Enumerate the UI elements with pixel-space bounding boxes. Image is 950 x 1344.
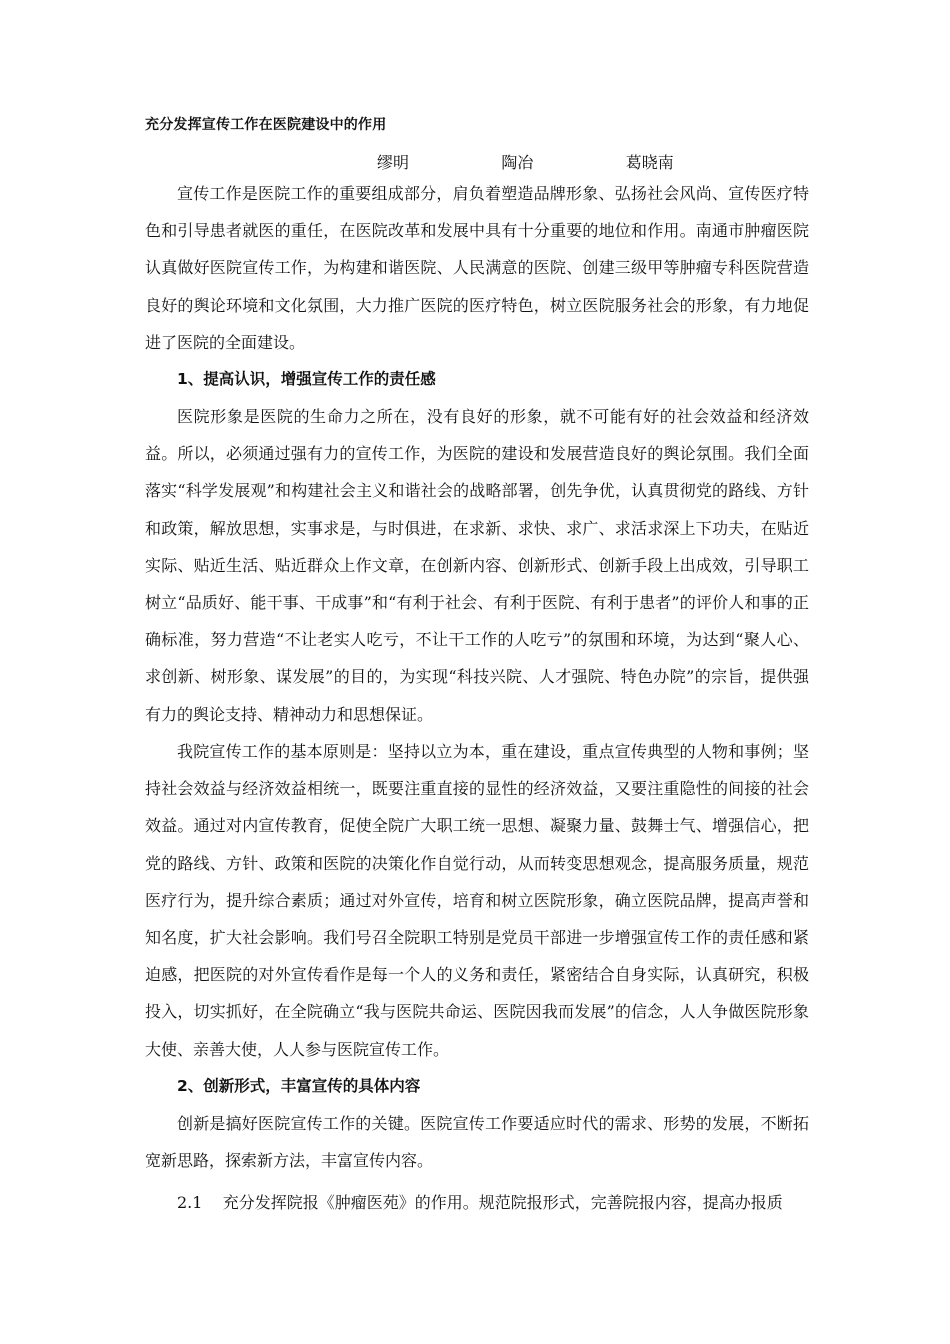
section-1-paragraph-1: [145, 398, 809, 733]
paragraph: 医院形象是医院的生命力之所在，没有良好的形象，就不可能有好的社会效益和经济效益。所以，必须通过强有力的宣传工作，为医院的建设和发展营造良好的舆论氛围。我们全面落实“科学发展观”和构建社会主义和谐社会的战略部署，创先争优，认真贯彻党的路线、方针和政策，解放思想，实事求是，与时俱进，在求新、求快、求广、求活求深上下功夫，在贴近实际、贴近生活、贴近群众上作文章，在创新内容、创新形式、创新手段上出成效，引导职工树立“品质好、能干事、干成事”和“有利于社会、有利于医院、有利于患者”的评价人和事的正确标准，努力营造“不让老实人吃亏，不让干工作的人吃亏”的氛围和环境，为达到“聚人心、求创新、树形象、谋发展”的目的，为实现“科技兴院、人才强院、特色办院”的宗旨，提供强有力的舆论支持、精神动力和思想保证。: [145, 407, 809, 724]
section-2-paragraph-1: [145, 1105, 809, 1179]
document-authors: 缪明 陶冶 葛晓南: [377, 153, 674, 172]
paragraph: 宣传工作是医院工作的重要组成部分，肩负着塑造品牌形象、弘扬社会风尚、宣传医疗特色和引导患者就医的重任，在医院改革和发展中具有十分重要的地位和作用。南通市肿瘤医院认真做好医院宣传工作，为构建和谐医院、人民满意的医院、创建三级甲等肿瘤专科医院营造良好的舆论环境和文化氛围，大力推广医院的医疗特色，树立医院服务社会的形象，有力地促进了医院的全面建设。: [145, 184, 809, 352]
paragraph: 2.1 充分发挥院报《肿瘤医苑》的作用。规范院报形式，完善院报内容，提高办报质: [177, 1193, 783, 1212]
paragraph: 我院宣传工作的基本原则是：坚持以立为本，重在建设，重点宣传典型的人物和事例；坚持社会效益与经济效益相统一，既要注重直接的显性的经济效益，又要注重隐性的间接的社会效益。通过对内宣传教育，促使全院广大职工统一思想、凝聚力量、鼓舞士气、增强信心，把党的路线、方针、政策和医院的决策化作自觉行动，从而转变思想观念，提高服务质量，规范医疗行为，提升综合素质；通过对外宣传，培育和树立医院形象，确立医院品牌，提高声誉和知名度，扩大社会影响。我们号召全院职工特别是党员干部进一步增强宣传工作的责任感和紧迫感，把医院的对外宣传看作是每一个人的义务和责任，紧密结合自身实际，认真研究，积极投入，切实抓好，在全院确立“我与医院共命运、医院因我而发展”的信念，人人争做医院形象大使、亲善大使，人人参与医院宣传工作。: [145, 742, 809, 1059]
document-title: 充分发挥宣传工作在医院建设中的作用: [145, 117, 387, 133]
paragraph: 创新是搞好医院宣传工作的关键。医院宣传工作要适应时代的需求、形势的发展，不断拓宽新思路，探索新方法，丰富宣传内容。: [145, 1114, 809, 1171]
section-1-heading: [145, 361, 809, 398]
section-heading: 2、创新形式，丰富宣传的具体内容: [177, 1077, 421, 1095]
section-2-heading: [145, 1068, 809, 1105]
section-heading: 1、提高认识，增强宣传工作的责任感: [177, 370, 436, 388]
intro-paragraph: [145, 175, 809, 361]
section-1-paragraph-2: [145, 733, 809, 1068]
subsection-2-1: [145, 1184, 809, 1221]
